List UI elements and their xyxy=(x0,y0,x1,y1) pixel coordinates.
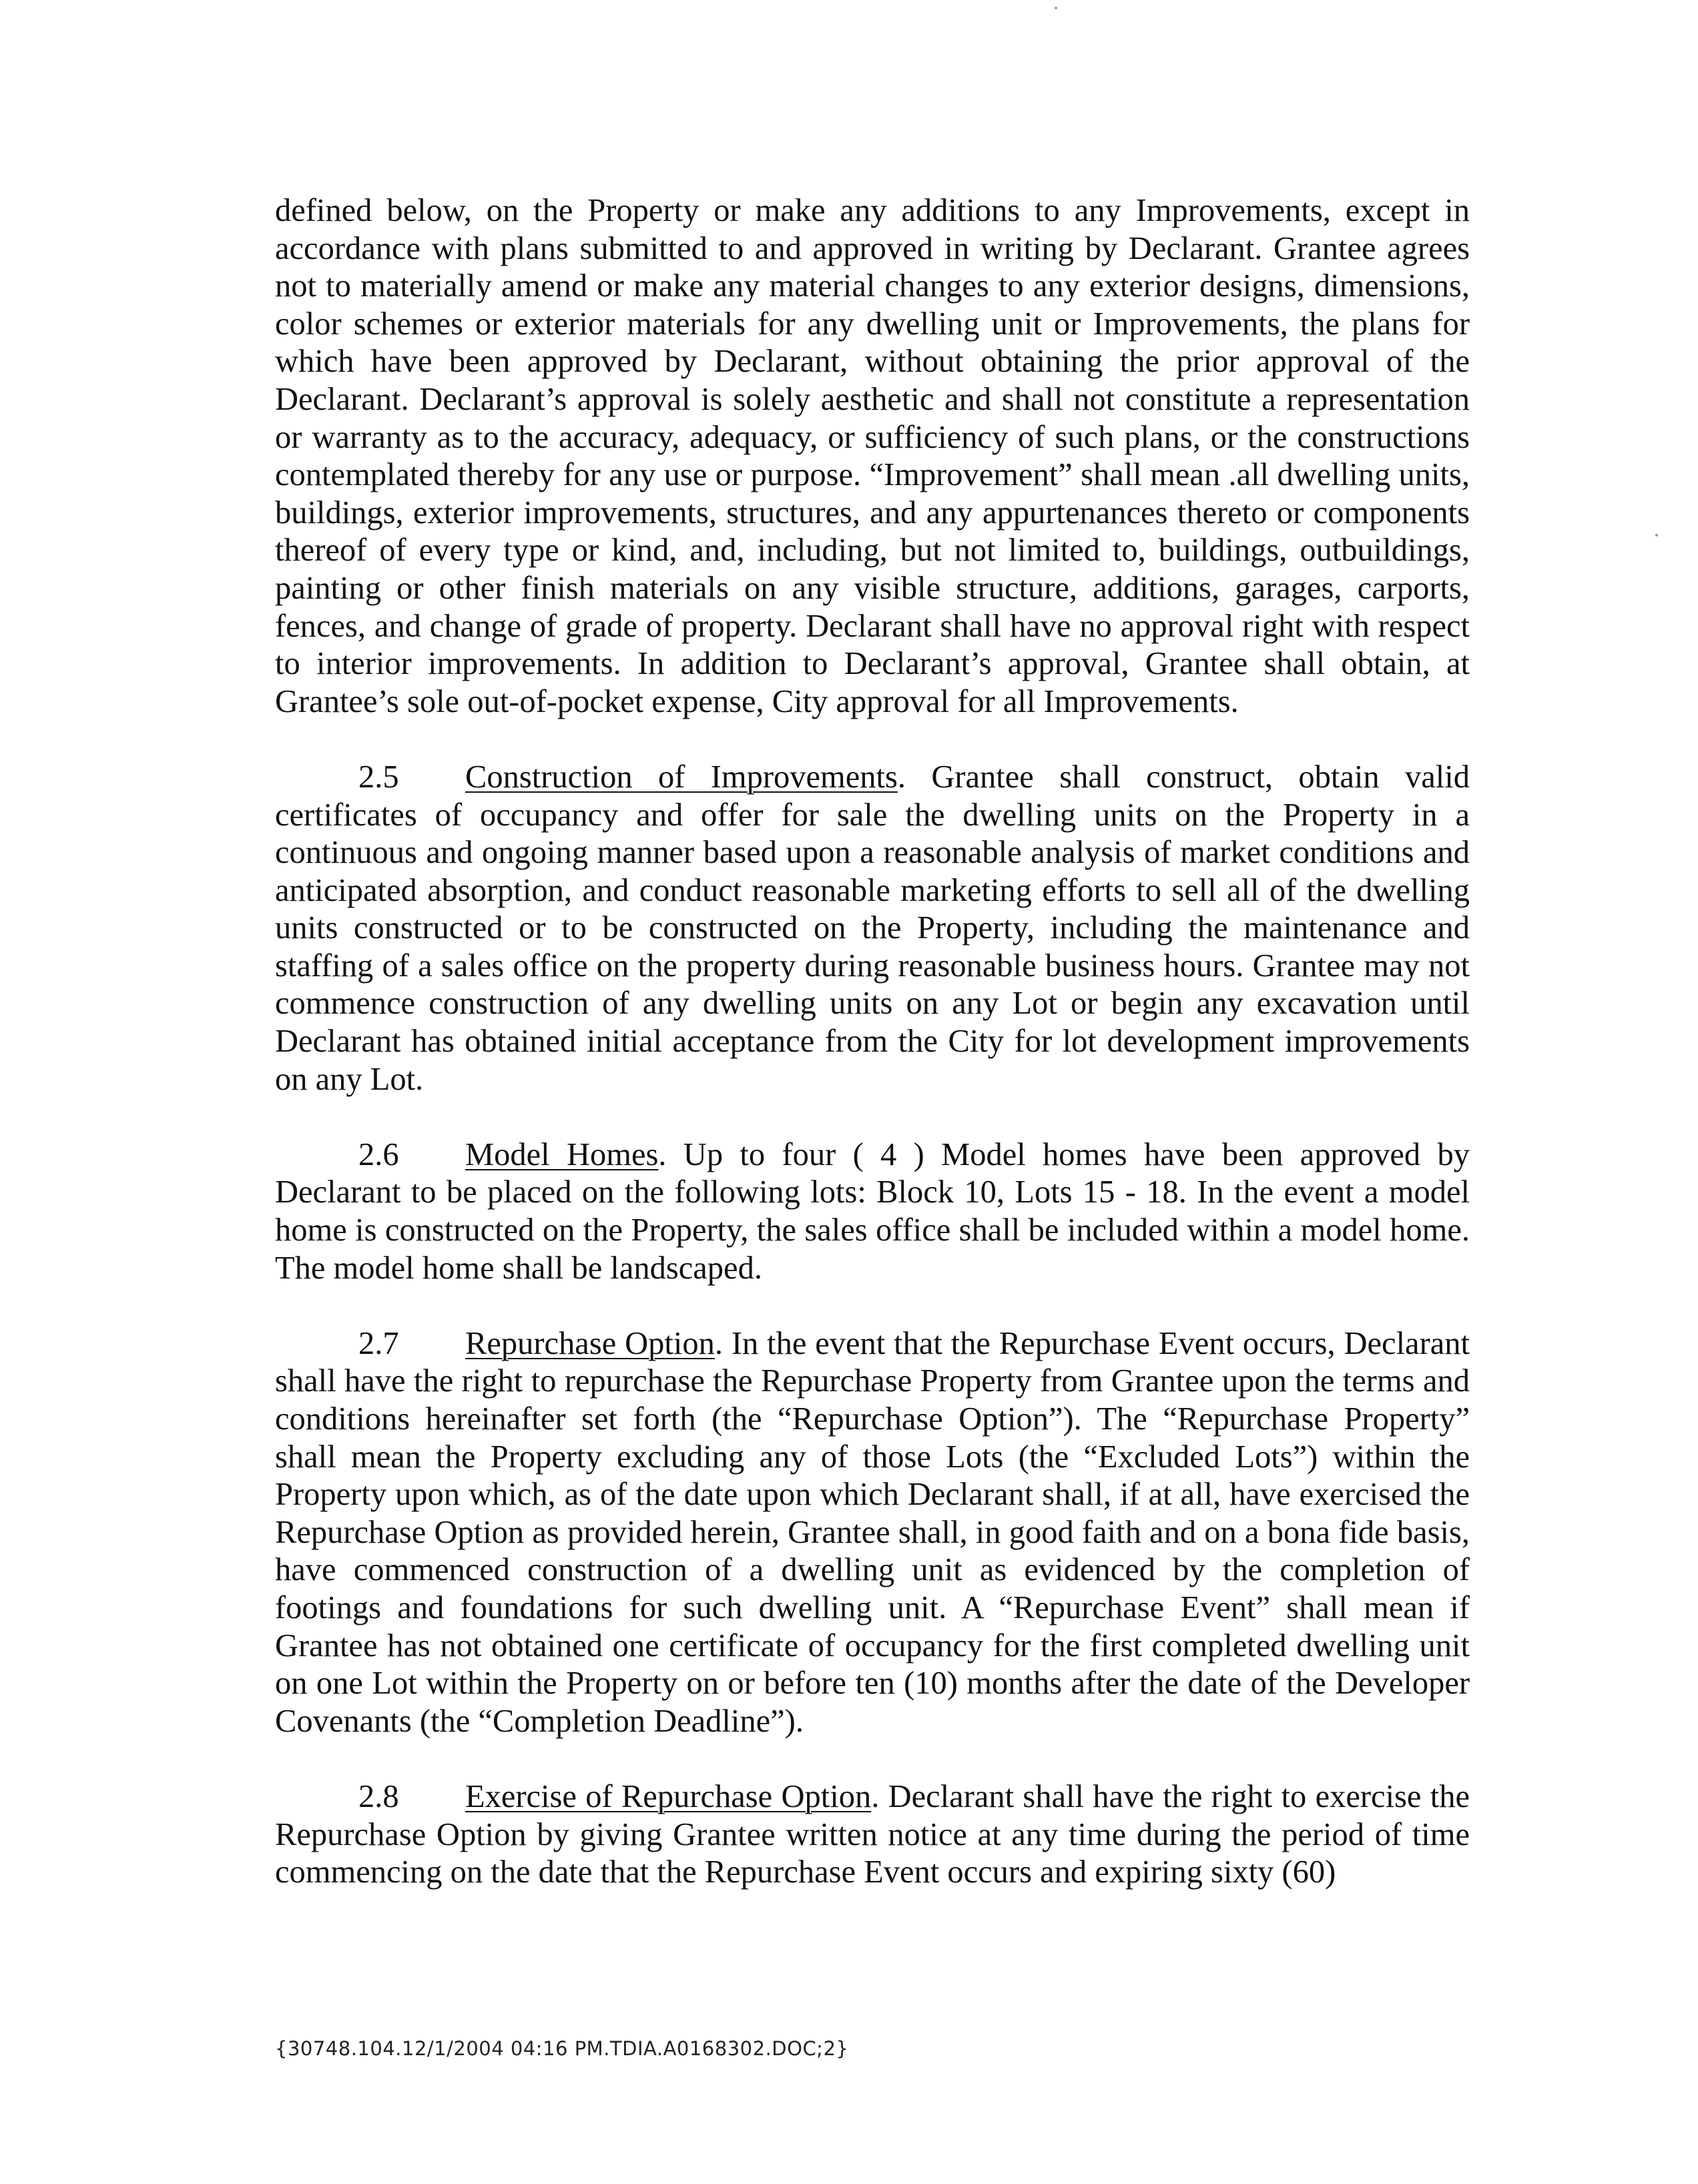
section-number: 2.7 xyxy=(358,1325,399,1361)
scan-speck xyxy=(1655,534,1658,536)
section-body: . Grantee shall construct, obtain valid certificates of occupancy and offer for sale the dwelling units on the Property in a continuous and ongoing manner based upon a reasonable analysis of market conditions and anticipated absorption, and conduct reasonable marketing efforts to sell all of the dwelling units constructed or to be constructed on the Property, including the maintenance and staffing of a sales office on the property during reasonable business hours. Grantee may not commence construction of any dwelling units on any Lot or begin any excavation until Declarant has obtained initial acceptance from the City for lot development improvements on any Lot. xyxy=(275,759,1470,1097)
section-2-7 xyxy=(275,1325,1470,1741)
section-body: . In the event that the Repurchase Event occurs, Declarant shall have the right to repurchase the Repurchase Property from Grantee upon the terms and conditions hereinafter set forth (the “Repurchase Option”). The “Repurchase Property” shall mean the Property excluding any of those Lots (the “Excluded Lots”) within the Property upon which, as of the date upon which Declarant shall, if at all, have exercised the Repurchase Option as provided herein, Grantee shall, in good faith and on a bona fide basis, have commenced construction of a dwelling unit as evidenced by the completion of footings and foundations for such dwelling unit. A “Repurchase Event” shall mean if Grantee has not obtained one certificate of occupancy for the first completed dwelling unit on one Lot within the Property on or before ten (10) months after the date of the Developer Covenants (the “Completion Deadline”). xyxy=(275,1325,1470,1739)
section-number: 2.8 xyxy=(358,1778,399,1814)
scan-speck xyxy=(1055,7,1057,9)
section-body: . Declarant shall have the right to exercise the Repurchase Option by giving Grantee written notice at any time during the period of time commencing on the date that the Repurchase Event occurs and expiring sixty (60) xyxy=(275,1778,1470,1890)
section-body: . Up to four ( 4 ) Model homes have been approved by Declarant to be placed on the following lots: Block 10, Lots 15 - 18. In the event a model home is constructed on the Property, the sales office shall be included within a model home. The model home shall be landscaped. xyxy=(275,1136,1470,1286)
section-heading: Model Homes xyxy=(465,1136,659,1172)
section-heading: Repurchase Option xyxy=(465,1325,715,1361)
section-heading: Exercise of Repurchase Option xyxy=(465,1778,872,1814)
section-2-5 xyxy=(275,759,1470,1098)
document-footer: {30748.104.12/1/2004 04:16 PM.TDIA.A0168302.DOC;2} xyxy=(275,2037,849,2060)
section-number: 2.6 xyxy=(358,1136,399,1172)
document-body xyxy=(275,192,1470,1929)
section-2-6 xyxy=(275,1136,1470,1287)
section-number: 2.5 xyxy=(358,759,399,795)
intro-paragraph: defined below, on the Property or make any additions to any Improvements, except in accordance with plans submitted to and approved in writing by Declarant. Grantee agrees not to materially amend or make any material changes to any exterior designs, dimensions, color schemes or exterior materials for any dwelling unit or Improvements, the plans for which have been approved by Declarant, without obtaining the prior approval of the Declarant. Declarant’s approval is solely aesthetic and shall not constitute a representation or warranty as to the accuracy, adequacy, or sufficiency of such plans, or the constructions contemplated thereby for any use or purpose. “Improvement” shall mean .all dwelling units, buildings, exterior improvements, structures, and any appurtenances thereto or components thereof of every type or kind, and, including, but not limited to, buildings, outbuildings, painting or other finish materials on any visible structure, additions, garages, carports, fences, and change of grade of property. Declarant shall have no approval right with respect to interior improvements. In addition to Declarant’s approval, Grantee shall obtain, at Grantee’s sole out-of-pocket expense, City approval for all Improvements. xyxy=(275,193,1470,719)
section-2-8 xyxy=(275,1778,1470,1892)
section-heading: Construction of Improvements xyxy=(465,759,898,795)
